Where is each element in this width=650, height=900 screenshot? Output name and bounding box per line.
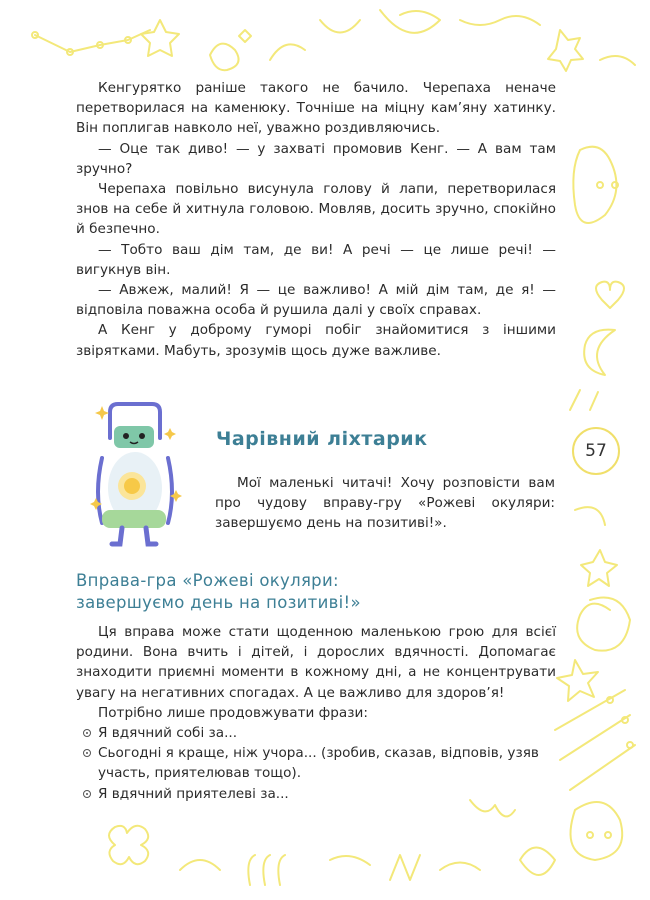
- page-number: 57: [572, 427, 620, 475]
- exercise-title-line-1: Вправа-гра «Рожеві окуляри:: [76, 571, 339, 590]
- exercise-paragraph: Ця вправа може стати щоденною маленькою грою для всієї родини. Вона вчить і дітей, і дорослих вдячності. Допомагає знаходити приємні моменти в кожному дні, а не концентрувати увагу на негативних спогадах. А це важливо для здоров’я!: [76, 624, 556, 701]
- story-paragraph: — Авжеж, малий! Я — це важливо! А мій дім там, де я! — відповіла поважна особа й рушила далі у своїх справах.: [76, 282, 556, 319]
- story-paragraph: — Тобто ваш дім там, де ви! А речі — це лише речі! — вигукнув він.: [76, 241, 556, 278]
- list-item-text: Сьогодні я краще, ніж учора... (зробив, сказав, відповів, узяв участь, приятелював тощо).: [98, 745, 539, 782]
- list-item: [76, 723, 556, 743]
- story-paragraph: Кенгурятко раніше такого не бачило. Черепаха неначе перетворилася на каменюку. Точніше на міцну кам’яну хатинку. Він поплигав навколо неї, уважно роздивляючись.: [76, 80, 556, 137]
- list-item: [76, 784, 556, 804]
- exercise-title: [76, 570, 496, 614]
- bullet-icon: [83, 749, 91, 757]
- exercise-title-line-2: завершуємо день на позитиві!»: [76, 593, 361, 612]
- story-text: [76, 78, 556, 361]
- lantern-illustration: [88, 398, 188, 558]
- exercise-paragraph: Потрібно лише продовжувати фрази:: [98, 704, 368, 721]
- list-item-text: Я вдячний собі за...: [98, 725, 238, 742]
- bullet-icon: [83, 729, 91, 737]
- list-item: [76, 743, 556, 783]
- story-paragraph: А Кенг у доброму гуморі побіг знайомитися з іншими звірятками. Мабуть, зрозумів щось дуже важливе.: [76, 322, 556, 359]
- bullet-icon: [83, 790, 91, 798]
- exercise-body: [76, 622, 556, 804]
- section-title: Чарівний ліхтарик: [216, 428, 428, 450]
- exercise-list: [76, 723, 556, 804]
- story-paragraph: — Оце так диво! — у захваті промовив Кенг. — А вам там зручно?: [76, 140, 556, 177]
- story-paragraph: Черепаха повільно висунула голову й лапи, перетворилася знов на себе й хитнула головою. Мовляв, досить зручно, спокійно й безпечно.: [76, 181, 556, 238]
- section-intro: Мої маленькі читачі! Хочу розповісти вам про чудову вправу-гру «Рожеві окуляри: завершуємо день на позитиві!».: [215, 475, 555, 532]
- list-item-text: Я вдячний приятелеві за...: [98, 785, 289, 802]
